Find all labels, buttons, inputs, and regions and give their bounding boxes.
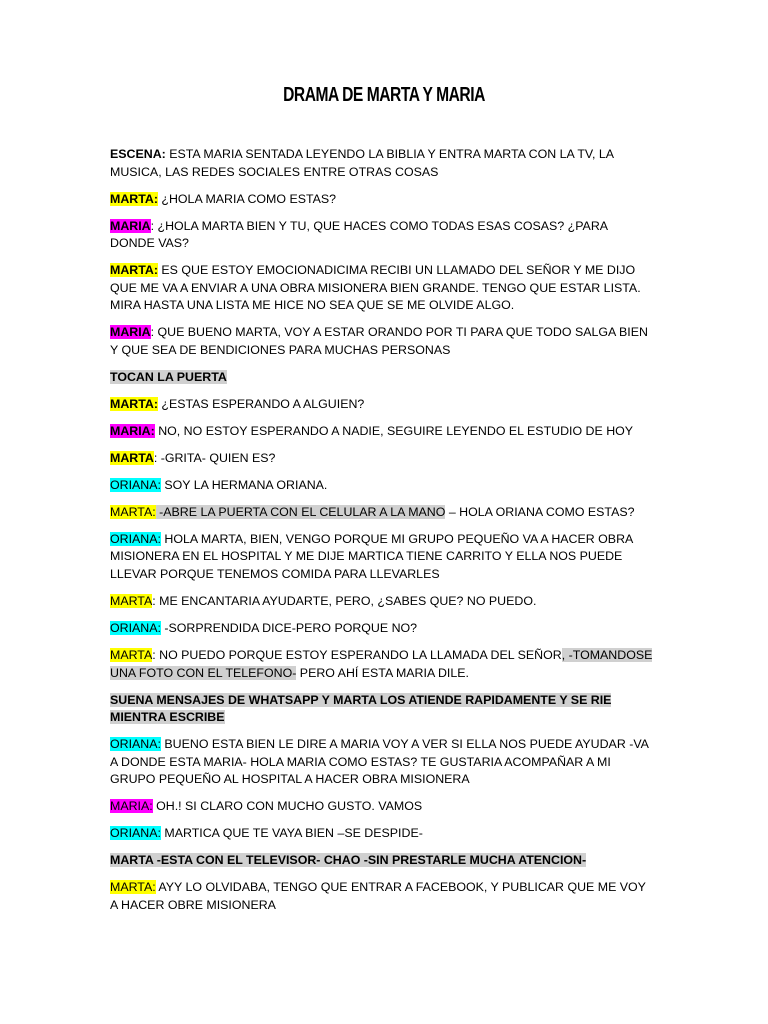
speaker-oriana: ORIANA: [110,826,161,841]
speaker-marta: MARTA [110,647,153,662]
dialogue-text: BUENO ESTA BIEN LE DIRE A MARIA VOY A VER SI ELLA NOS PUEDE AYUDAR -VA A DONDE ESTA MARIA- HOLA MARIA COMO ESTAS? TE GUSTARIA ACOMPAÑAR A MI GRUPO PEQUEÑO AL HOSPITAL A HACER OBRA MISIONERA [110,737,649,787]
stage-direction [110,369,655,387]
speaker-marta: MARTA: [110,263,158,278]
dialogue-line [110,879,655,914]
script-body [110,146,655,924]
dialogue-text-continued: PERO AHÍ ESTA MARIA DILE. [296,665,469,680]
speaker-marta: MARTA [110,450,154,465]
stage-direction-text: SUENA MENSAJES DE WHATSAPP Y MARTA LOS ATIENDE RAPIDAMENTE Y SE RIE MIENTRA ESCRIBE [110,692,612,725]
scene-label: ESCENA: [110,147,166,161]
dialogue-line [110,218,655,253]
dialogue-text: : NO PUEDO PORQUE ESTOY ESPERANDO LA LLAMADA DEL SEÑOR [152,647,562,662]
dialogue-line [110,593,655,611]
dialogue-line [110,324,655,359]
dialogue-line [110,504,655,522]
dialogue-text: ¿ESTAS ESPERANDO A ALGUIEN? [157,396,365,411]
speaker-maria: MARIA: [110,423,155,438]
dialogue-text: ¿HOLA MARIA COMO ESTAS? [157,191,337,206]
dialogue-text: : ME ENCANTARIA AYUDARTE, PERO, ¿SABES QUE? NO PUEDO. [152,593,537,608]
stage-direction-text: MARTA -ESTA CON EL TELEVISOR- CHAO -SIN PRESTARLE MUCHA ATENCION- [110,853,587,868]
stage-direction [110,692,655,727]
document-title: DRAMA DE MARTA Y MARIA [283,84,485,106]
stage-direction-text: -ABRE LA PUERTA CON EL CELULAR A LA MANO [155,504,446,519]
dialogue-text: NO, NO ESTOY ESPERANDO A NADIE, SEGUIRE LEYENDO EL ESTUDIO DE HOY [154,423,634,438]
dialogue-line [110,191,655,209]
dialogue-text: SOY LA HERMANA ORIANA. [160,477,328,492]
dialogue-line [110,423,655,441]
dialogue-line [110,825,655,843]
dialogue-text: AYY LO OLVIDABA, TENGO QUE ENTRAR A FACEBOOK, Y PUBLICAR QUE ME VOY A HACER OBRE MISIONERA [110,880,646,912]
dialogue-text: ES QUE ESTOY EMOCIONADICIMA RECIBI UN LLAMADO DEL SEÑOR Y ME DIJO QUE ME VA A ENVIAR A UNA OBRA MISIONERA BIEN GRANDE. TENGO QUE ESTAR LISTA. MIRA HASTA UNA LISTA ME HICE NO SEA QUE SE ME OLVIDE ALGO. [110,263,641,313]
dialogue-text: : -GRITA- QUIEN ES? [153,450,276,465]
dialogue-line [110,531,655,584]
dialogue-text: -SORPRENDIDA DICE-PERO PORQUE NO? [160,620,418,635]
speaker-oriana: ORIANA: [110,531,161,546]
dialogue-line [110,477,655,495]
speaker-oriana: ORIANA: [110,737,161,752]
stage-direction-text: TOCAN LA PUERTA [110,369,227,384]
speaker-oriana: ORIANA: [110,477,161,492]
dialogue-text: OH.! SI CLARO CON MUCHO GUSTO. VAMOS [152,799,423,814]
speaker-oriana: ORIANA: [110,620,161,635]
dialogue-line [110,262,655,315]
scene-paragraph [110,146,655,181]
speaker-colon: : [152,504,156,519]
dialogue-line [110,396,655,414]
speaker-marta: MARTA: [110,396,158,411]
speaker-marta: MARTA [110,593,153,608]
dialogue-text: – HOLA ORIANA COMO ESTAS? [445,504,635,519]
speaker-maria: MARIA: [110,799,153,814]
dialogue-line [110,798,655,816]
dialogue-text: MARTICA QUE TE VAYA BIEN –SE DESPIDE- [160,826,423,841]
dialogue-text: HOLA MARTA, BIEN, VENGO PORQUE MI GRUPO PEQUEÑO VA A HACER OBRA MISIONERA EN EL HOSPITAL Y ME DIJE MARTICA TIENE CARRITO Y ELLA NOS PUEDE LLEVAR PORQUE TENEMOS COMIDA PARA LLEVARLES [110,531,633,581]
scene-text: ESTA MARIA SENTADA LEYENDO LA BIBLIA Y ENTRA MARTA CON LA TV, LA MUSICA, LAS REDES SOCIALES ENTRE OTRAS COSAS [110,147,614,179]
dialogue-text: : ¿HOLA MARTA BIEN Y TU, QUE HACES COMO TODAS ESAS COSAS? ¿PARA DONDE VAS? [110,218,608,251]
speaker-marta: MARTA: [110,191,158,206]
dialogue-line [110,647,655,682]
dialogue-line [110,620,655,638]
stage-direction-text: , -TOMANDOSE UNA FOTO CON EL TELEFONO- [110,647,653,680]
speaker-maria: MARIA [110,218,151,233]
speaker-marta: MARTA: [110,880,156,895]
dialogue-line [110,450,655,468]
stage-direction [110,852,655,870]
dialogue-text: : QUE BUENO MARTA, VOY A ESTAR ORANDO POR TI PARA QUE TODO SALGA BIEN Y QUE SEA DE BENDICIONES PARA MUCHAS PERSONAS [110,325,648,357]
dialogue-line [110,736,655,789]
speaker-maria: MARIA [110,325,151,340]
speaker-marta: MARTA [110,504,153,519]
